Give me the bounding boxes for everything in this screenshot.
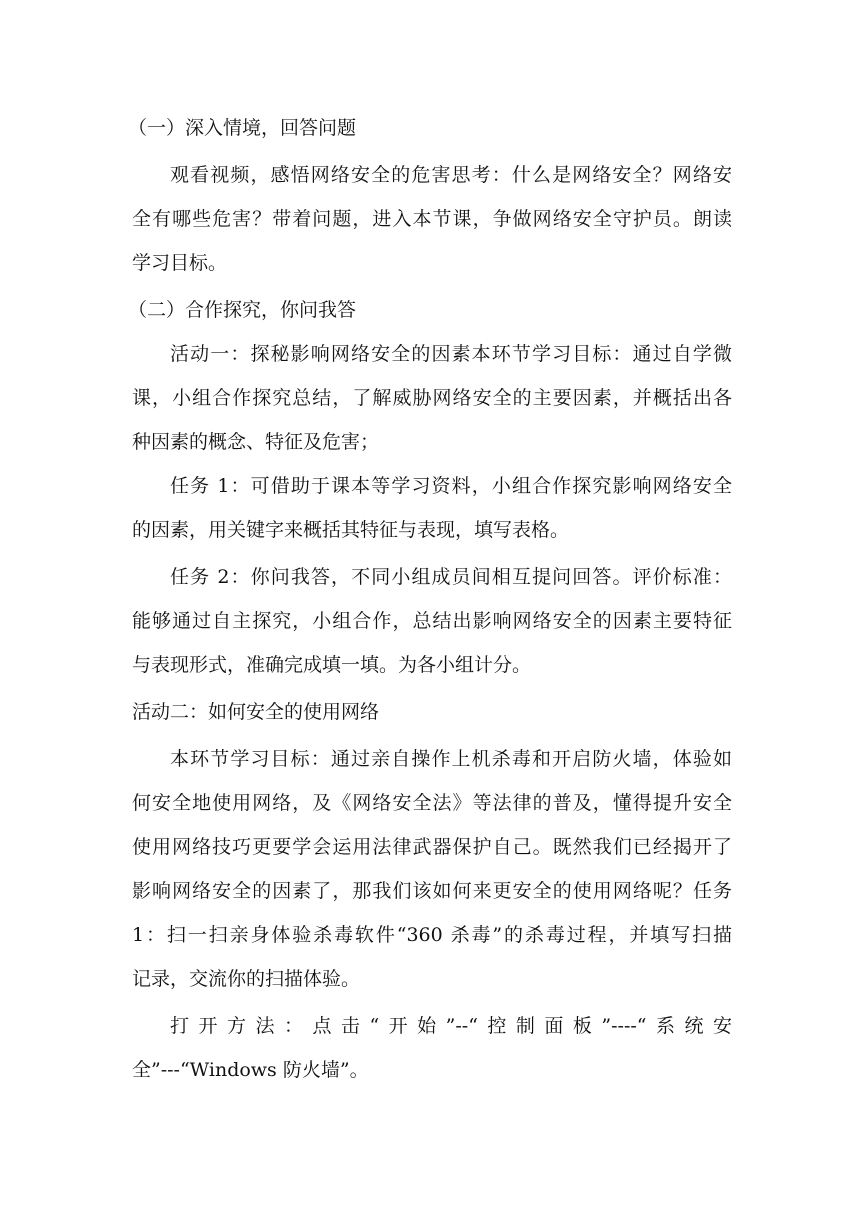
section-heading-2: （二）合作探究，你问我答 xyxy=(128,299,357,321)
paragraph-line: 何安全地使用网络，及《网络安全法》等法律的普及，懂得提升安全 xyxy=(132,792,732,814)
paragraph-line: 任务 1：可借助于课本等学习资料，小组合作探究影响网络安全 xyxy=(170,475,732,497)
paragraph-line: 全有哪些危害？带着问题，进入本节课，争做网络安全守护员。朗读 xyxy=(132,208,732,230)
paragraph-line: 全”---“Windows 防火墙”。 xyxy=(132,1059,369,1081)
paragraph-line: 活动一：探秘影响网络安全的因素本环节学习目标：通过自学微 xyxy=(170,343,732,365)
paragraph-line: 学习目标。 xyxy=(132,252,228,274)
paragraph-line: 的因素，用关键字来概括其特征与表现，填写表格。 xyxy=(132,519,570,541)
paragraph-line: 任务 2：你问我答，不同小组成员间相互提问回答。评价标准： xyxy=(170,566,732,588)
paragraph-line: 影响网络安全的因素了，那我们该如何来更安全的使用网络呢？任务 xyxy=(132,880,732,902)
paragraph-line: 使用网络技巧更要学会运用法律武器保护自己。既然我们已经揭开了 xyxy=(132,836,732,858)
paragraph-line: 打开方法：点击“开始”--“控制面板”----“系统安 xyxy=(170,1015,732,1037)
paragraph-line: 种因素的概念、特征及危害； xyxy=(132,431,380,453)
paragraph-line: 能够通过自主探究，小组合作，总结出影响网络安全的因素主要特征 xyxy=(132,610,732,632)
paragraph-line: 与表现形式，准确完成填一填。为各小组计分。 xyxy=(132,654,532,676)
section-heading-1: （一）深入情境，回答问题 xyxy=(128,117,357,139)
activity-heading: 活动二：如何安全的使用网络 xyxy=(132,701,380,723)
paragraph-line: 1：扫一扫亲身体验杀毒软件“360 杀毒”的杀毒过程，并填写扫描 xyxy=(132,924,732,946)
paragraph-line: 课，小组合作探究总结，了解威胁网络安全的主要因素，并概括出各 xyxy=(132,387,732,409)
paragraph-line: 观看视频，感悟网络安全的危害思考：什么是网络安全？网络安 xyxy=(170,164,732,186)
paragraph-line: 本环节学习目标：通过亲自操作上机杀毒和开启防火墙，体验如 xyxy=(170,748,732,770)
paragraph-line: 记录，交流你的扫描体验。 xyxy=(132,968,361,990)
